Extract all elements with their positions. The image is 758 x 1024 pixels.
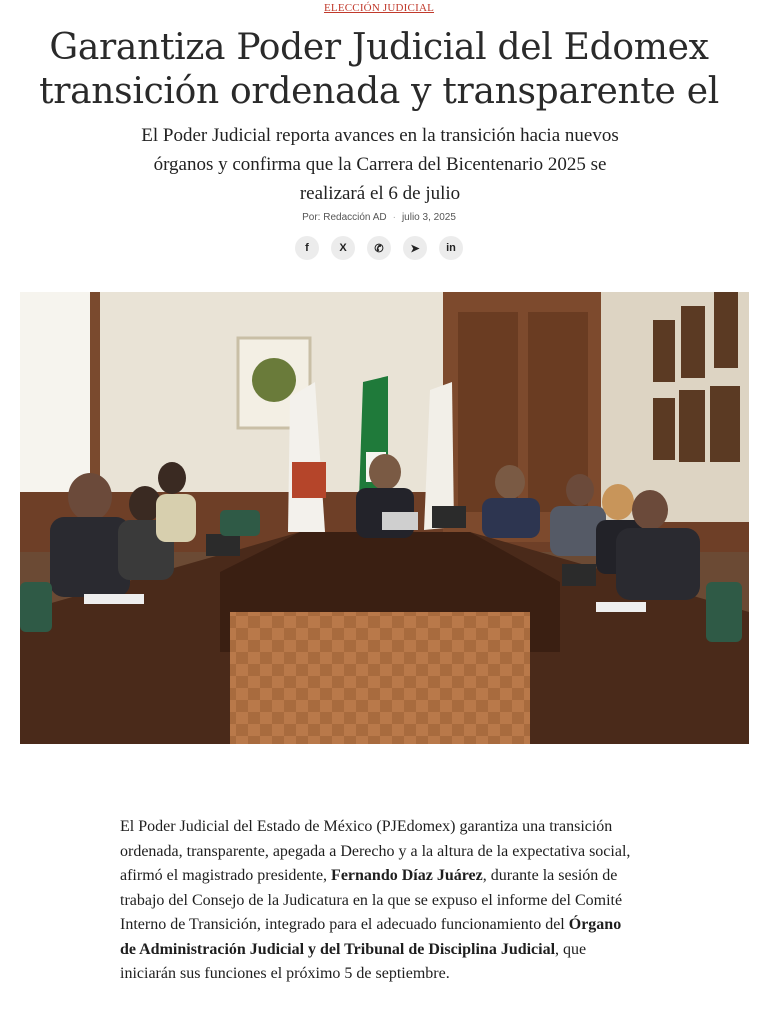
linkedin-icon[interactable]: in [439, 236, 463, 260]
category-link[interactable]: ELECCIÓN JUDICIAL [323, 2, 435, 14]
author[interactable]: Por: Redacción AD [302, 212, 387, 223]
byline [0, 212, 758, 223]
headline-line-1: Garantiza Poder Judicial del Edomex [49, 27, 709, 68]
x-icon[interactable]: X [331, 236, 355, 260]
facebook-icon[interactable]: f [295, 236, 319, 260]
whatsapp-icon[interactable]: ✆ [367, 236, 391, 260]
article-body-paragraph [120, 815, 640, 987]
body-text-3: , que iniciarán sus funciones el próximo 5 de septiembre. [120, 940, 587, 982]
share-bar [0, 236, 758, 260]
organ-name: Órgano de Administración Judicial y del Tribunal de Disciplina Judicial [120, 916, 622, 958]
article-photo [20, 292, 749, 744]
headline [20, 26, 738, 114]
telegram-icon[interactable]: ➤ [403, 236, 427, 260]
body-text-2: , durante la sesión de trabajo del Consejo de la Judicatura en la que se expuso el informe del Comité Interno de Transición, integrado para el adecuado funcionamiento del [120, 867, 623, 933]
publish-date: julio 3, 2025 [401, 212, 456, 223]
headline-line-2: transición ordenada y transparente el [39, 71, 719, 112]
meeting-room-illustration [20, 292, 749, 744]
article-deck: El Poder Judicial reporta avances en la transición hacia nuevos órganos y confirma que la Carrera del Bicentenario 2025 se realizará el 6 de julio [141, 125, 619, 204]
body-text-1: El Poder Judicial del Estado de México (PJEdomex) garantiza una transición ordenada, transparente, apegada a Derecho y a la altura de la expectativa social, afirmó el magistrado presidente, [120, 818, 631, 884]
magistrate-name: Fernando Díaz Juárez [331, 867, 483, 884]
byline-separator: · [392, 212, 396, 223]
